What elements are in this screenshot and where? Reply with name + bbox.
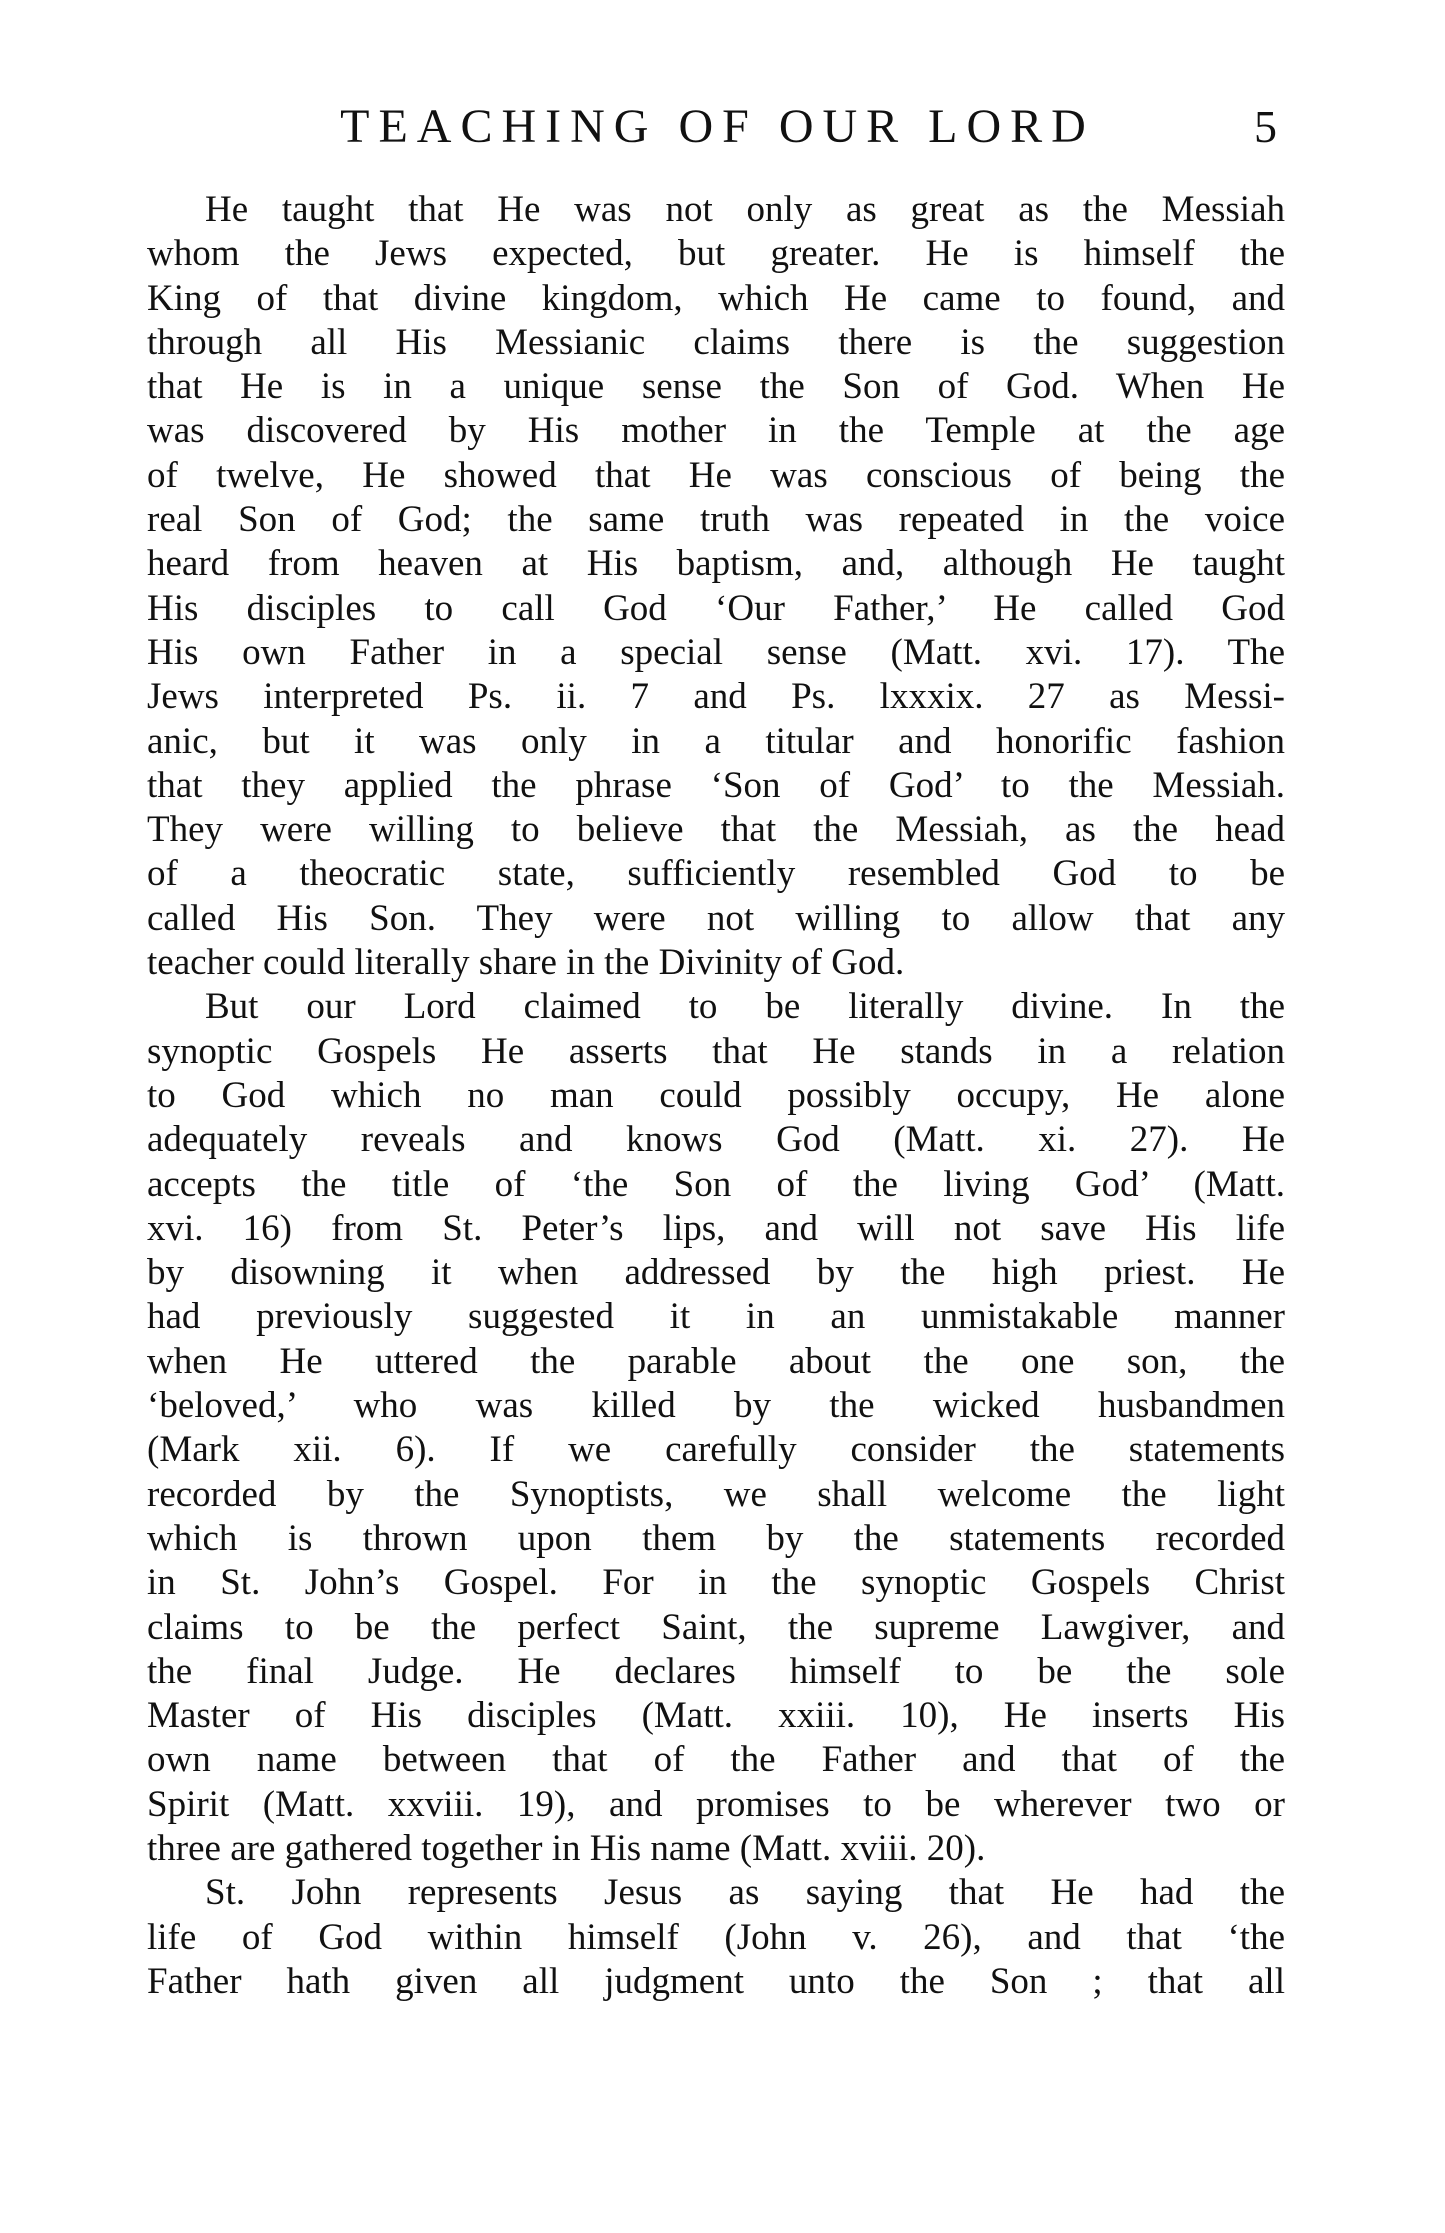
text-line: teacher could literally share in the Divinity of God. [147,942,905,984]
text-line: in St. John’s Gospel. For in the synoptic Gospels Christ [147,1562,1285,1604]
text-line: three are gathered together in His name (Matt. xviii. 20). [147,1827,986,1869]
text-line: which is thrown upon them by the statements recorded [147,1517,1285,1559]
text-line: through all His Messianic claims there is the suggestion [147,321,1285,363]
text-line: that they applied the phrase ‘Son of God’ to the Messiah. [147,764,1285,806]
body-text [147,188,1285,2004]
text-line: whom the Jews expected, but greater. He is himself the [147,233,1285,275]
text-line: was discovered by His mother in the Temple at the age [147,410,1285,452]
text-line: by disowning it when addressed by the high priest. He [147,1252,1285,1294]
page-number: 5 [1254,101,1277,152]
text-line: His own Father in a special sense (Matt. xvi. 17). The [147,631,1285,673]
text-line: when He uttered the parable about the one son, the [147,1340,1285,1382]
text-line: Master of His disciples (Matt. xxiii. 10), He inserts His [147,1695,1285,1737]
text-line: King of that divine kingdom, which He came to found, and [147,277,1285,319]
text-line: accepts the title of ‘the Son of the living God’ (Matt. [147,1163,1285,1205]
text-line: xvi. 16) from St. Peter’s lips, and will not save His life [147,1207,1285,1249]
text-line: St. John represents Jesus as saying that He had the [205,1872,1285,1914]
text-line: anic, but it was only in a titular and honorific fashion [147,720,1285,762]
text-line: He taught that He was not only as great as the Messiah [205,189,1285,230]
page-header [150,97,1285,157]
text-line: But our Lord claimed to be literally divine. In the [205,986,1285,1028]
text-line: of twelve, He showed that He was conscious of being the [147,454,1285,496]
text-line: claims to be the perfect Saint, the supreme Lawgiver, and [147,1606,1285,1648]
text-line: own name between that of the Father and that of the [147,1739,1285,1781]
text-line: His disciples to call God ‘Our Father,’ He called God [147,587,1285,629]
text-line: heard from heaven at His baptism, and, although He taught [147,543,1285,585]
text-line: synoptic Gospels He asserts that He stands in a relation [147,1030,1285,1072]
text-line: of a theocratic state, sufficiently resembled God to be [147,853,1285,895]
text-line: adequately reveals and knows God (Matt. xi. 27). He [147,1119,1285,1161]
running-title: TEACHING OF OUR LORD [340,100,1095,153]
text-line: Spirit (Matt. xxviii. 19), and promises to be wherever two or [147,1783,1285,1825]
text-line: real Son of God; the same truth was repeated in the voice [147,499,1285,541]
text-line: to God which no man could possibly occupy, He alone [147,1074,1285,1116]
text-line: (Mark xii. 6). If we carefully consider the statements [147,1429,1285,1471]
text-line: life of God within himself (John v. 26), and that ‘the [147,1916,1285,1958]
text-line: Father hath given all judgment unto the Son ; that all [147,1960,1285,2002]
text-line: that He is in a unique sense the Son of God. When He [147,366,1285,408]
text-line: recorded by the Synoptists, we shall welcome the light [147,1473,1285,1515]
text-line: called His Son. They were not willing to allow that any [147,897,1285,939]
text-line: ‘beloved,’ who was killed by the wicked husbandmen [147,1385,1285,1427]
text-line: They were willing to believe that the Messiah, as the head [147,809,1285,851]
text-line: the final Judge. He declares himself to be the sole [147,1650,1285,1692]
text-line: had previously suggested it in an unmistakable manner [147,1296,1285,1338]
text-line: Jews interpreted Ps. ii. 7 and Ps. lxxxix. 27 as Messi- [147,676,1285,718]
